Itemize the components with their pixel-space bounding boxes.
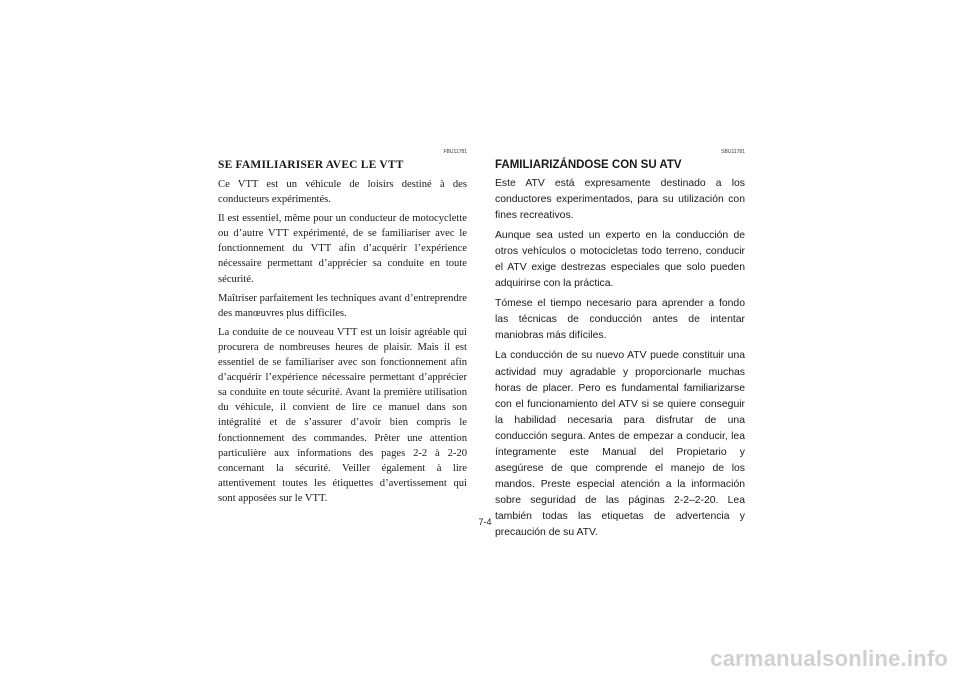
section-heading-fr: SE FAMILIARISER AVEC LE VTT xyxy=(218,159,404,171)
spanish-column xyxy=(495,149,745,545)
paragraph-es-2: Aunque sea usted un experto en la conducción de otros vehículos o motocicletas todo terreno, conducir el ATV exige destrezas especiales que solo pueden adquirirse con la práctica. xyxy=(495,230,745,290)
watermark: carmanualsonline.info xyxy=(710,646,948,671)
paragraph-es-4: La conducción de su nuevo ATV puede constituir una actividad muy agradable y proporcionarle muchas horas de placer. Pero es fundamental familiarizarse con el funcionamiento del ATV si se quiere conseguir la habilidad necesaria para disfrutar de una conducción segura. Antes de empezar a conducir, lea íntegramente este Manual del Propietario y asegúrese de que comprende el manejo de los mandos. Preste especial atención a la información sobre seguridad de las páginas 2-2–2-20. Lea también todas las etiquetas de advertencia y precaución de su ATV. xyxy=(495,350,745,538)
paragraph-es-1: Este ATV está expresamente destinado a los conductores experimentados, para su utilización con fines recreativos. xyxy=(495,178,745,222)
paragraph-fr-4: La conduite de ce nouveau VTT est un loisir agréable qui procurera de nombreuses heures de plaisir. Mais il est essentiel de se familiariser avec son fonctionnement afin d’acquérir l’expérience nécessaire permettant d’apprécier sa conduite en toute sécurité. Avant la première utilisation du véhicule, il convient de lire ce manuel dans son intégralité et de s’assurer d’avoir bien compris le fonctionnement des commandes. Prêter une attention particulière aux informations des pages 2-2 à 2-20 concernant la sécurité. Veiller également à lire attentivement toutes les étiquettes d’avertissement qui sont apposées sur le VTT. xyxy=(218,326,467,504)
paragraph-fr-2: Il est essentiel, même pour un conducteur de motocyclette ou d’autre VTT expérimenté, de se familiariser avec le fonctionnement du VTT afin d’acquérir l’expérience nécessaire permettant d’apprécier sa conduite en toute sécurité. xyxy=(218,213,467,285)
section-code-fr: FBU11781 xyxy=(443,149,467,155)
paragraph-es-3: Tómese el tiempo necesario para aprender a fondo las técnicas de conducción antes de intentar maniobras más difíciles. xyxy=(495,298,745,342)
section-heading-es: FAMILIARIZÁNDOSE CON SU ATV xyxy=(495,159,682,171)
section-code-es: SBU11781 xyxy=(721,149,745,155)
paragraph-fr-1: Ce VTT est un véhicule de loisirs destiné à des conducteurs expérimentés. xyxy=(218,179,467,206)
paragraph-fr-3: Maîtriser parfaitement les techniques avant d’entreprendre des manœuvres plus difficiles. xyxy=(218,292,467,319)
french-column xyxy=(218,149,467,510)
page-number: 7-4 xyxy=(478,517,492,527)
